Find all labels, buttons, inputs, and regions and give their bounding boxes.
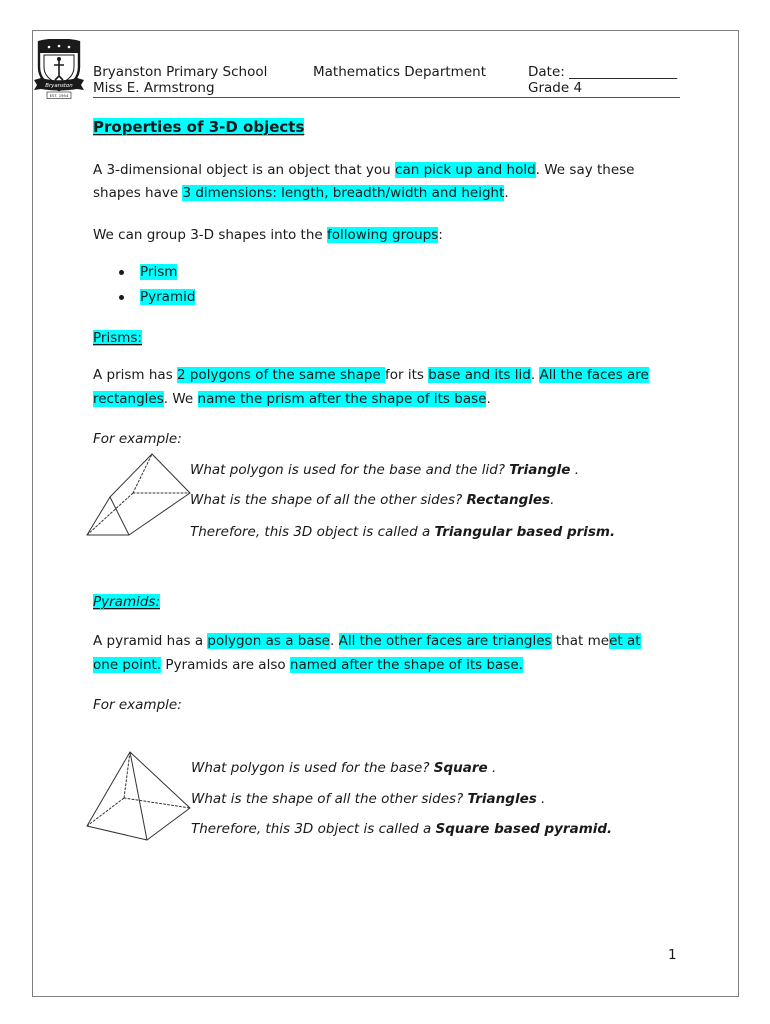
pyramids-line-2 — [93, 656, 523, 674]
pyramids-heading-line — [93, 593, 160, 611]
paragraph-text: : — [438, 227, 443, 243]
crest-ornament — [48, 46, 51, 49]
page-title: Properties of 3-D objects — [93, 118, 305, 136]
prism-edge — [110, 454, 152, 497]
pyramid-question-1 — [191, 759, 496, 777]
pyramids-example-label: For example: — [93, 697, 182, 713]
answer-text: Triangle — [509, 462, 571, 478]
crest-est-text: EST. 1954 — [49, 92, 69, 98]
list-item — [140, 263, 177, 281]
header-divider — [93, 97, 680, 98]
prism-question-2 — [190, 491, 554, 509]
paragraph-text: A pyramid has a — [93, 633, 208, 649]
date-field: Date: ________________ — [528, 64, 678, 80]
highlighted-phrase: named after the shape of its base. — [289, 657, 523, 673]
intro-line-2 — [93, 184, 509, 202]
prisms-line-2 — [93, 390, 491, 408]
page-title-line — [93, 116, 304, 138]
highlighted-phrase: rectangles — [93, 391, 164, 407]
highlighted-phrase: name the prism after the shape of its base — [197, 391, 487, 407]
highlighted-phrase: one point. — [93, 657, 162, 673]
triangular-prism-diagram — [80, 448, 200, 544]
crest-ornament — [68, 46, 71, 49]
intro-line-1 — [93, 161, 635, 179]
prism-question-1 — [190, 461, 579, 479]
pyramid-question-2 — [191, 790, 545, 808]
question-text: Therefore, this 3D object is called a — [190, 524, 435, 540]
question-text: What is the shape of all the other sides? — [191, 791, 468, 807]
pyramid-edge — [87, 826, 147, 840]
highlighted-phrase: 3 dimensions: length, breadth/width and height — [182, 185, 505, 201]
answer-text: Square — [433, 760, 488, 776]
paragraph-text: . — [329, 633, 339, 649]
prism-edge — [87, 497, 110, 535]
paragraph-text: shapes have — [93, 185, 183, 201]
paragraph-text: for its — [385, 367, 429, 383]
highlighted-phrase: base and its lid — [428, 367, 531, 383]
pyramid-edge — [87, 752, 130, 826]
question-end: . — [570, 462, 580, 478]
question-text: What polygon is used for the base? — [191, 760, 434, 776]
pyramid-conclusion — [191, 820, 612, 838]
list-item — [140, 288, 195, 306]
question-end: . — [487, 760, 497, 776]
paragraph-text: . We say these — [535, 162, 635, 178]
square-pyramid-diagram — [80, 745, 200, 845]
paragraph-text: that me — [551, 633, 610, 649]
teacher-name: Miss E. Armstrong — [93, 80, 215, 96]
prisms-line-1 — [93, 366, 649, 384]
prism-hidden-edge — [133, 454, 152, 493]
paragraph-text: . — [486, 391, 491, 407]
paragraph-text: A prism has — [93, 367, 178, 383]
crest-figure-head — [57, 57, 61, 61]
question-end: . — [536, 791, 546, 807]
bullet-icon — [119, 295, 124, 300]
paragraph-text: . — [530, 367, 540, 383]
paragraph-text: Pyramids are also — [161, 657, 290, 673]
paragraph-text: . — [504, 185, 509, 201]
prism-edge — [152, 454, 190, 493]
department-name: Mathematics Department — [313, 64, 486, 80]
highlighted-phrase: All the other faces are triangles — [338, 633, 552, 649]
pyramids-line-1 — [93, 632, 641, 650]
highlighted-phrase: 2 polygons of the same shape — [177, 367, 386, 383]
list-item-prism: Prism — [140, 264, 178, 280]
pyramid-hidden-edge — [124, 798, 190, 808]
prism-edge — [110, 497, 129, 535]
highlighted-phrase: can pick up and hold — [395, 162, 536, 178]
question-text: What polygon is used for the base and the lid? — [190, 462, 510, 478]
highlighted-phrase: following groups — [327, 227, 439, 243]
question-text: What is the shape of all the other sides? — [190, 492, 467, 508]
crest-ornament — [58, 45, 61, 48]
question-end: . — [550, 492, 555, 508]
highlighted-phrase: polygon as a base — [207, 633, 330, 649]
prisms-heading: Prisms: — [93, 330, 142, 346]
prism-conclusion — [190, 523, 615, 541]
crest-banner-text: Bryanston — [45, 82, 73, 89]
paragraph-text: We can group 3-D shapes into the — [93, 227, 328, 243]
pyramid-hidden-edge — [124, 752, 130, 798]
answer-text: Triangles — [467, 791, 537, 807]
prisms-heading-line — [93, 329, 142, 347]
prisms-example-label: For example: — [93, 431, 182, 447]
list-item-pyramid: Pyramid — [140, 289, 196, 305]
grade-label: Grade 4 — [528, 80, 583, 96]
school-crest-logo — [34, 39, 84, 101]
paragraph-text: A 3-dimensional object is an object that you — [93, 162, 396, 178]
pyramid-hidden-edge — [87, 798, 124, 826]
highlighted-phrase: et at — [609, 633, 641, 649]
page-number: 1 — [668, 947, 677, 963]
highlighted-phrase: All the faces are — [539, 367, 649, 383]
question-text: Therefore, this 3D object is called a — [191, 821, 436, 837]
answer-text: Square based pyramid. — [435, 821, 613, 837]
prism-edge — [129, 493, 190, 535]
pyramids-heading: Pyramids: — [93, 594, 161, 610]
groups-line — [93, 226, 443, 244]
answer-text: Triangular based prism. — [434, 524, 616, 540]
paragraph-text: . We — [163, 391, 198, 407]
bullet-icon — [119, 270, 124, 275]
pyramid-edge — [147, 808, 190, 840]
school-name: Bryanston Primary School — [93, 64, 268, 80]
answer-text: Rectangles — [466, 492, 551, 508]
